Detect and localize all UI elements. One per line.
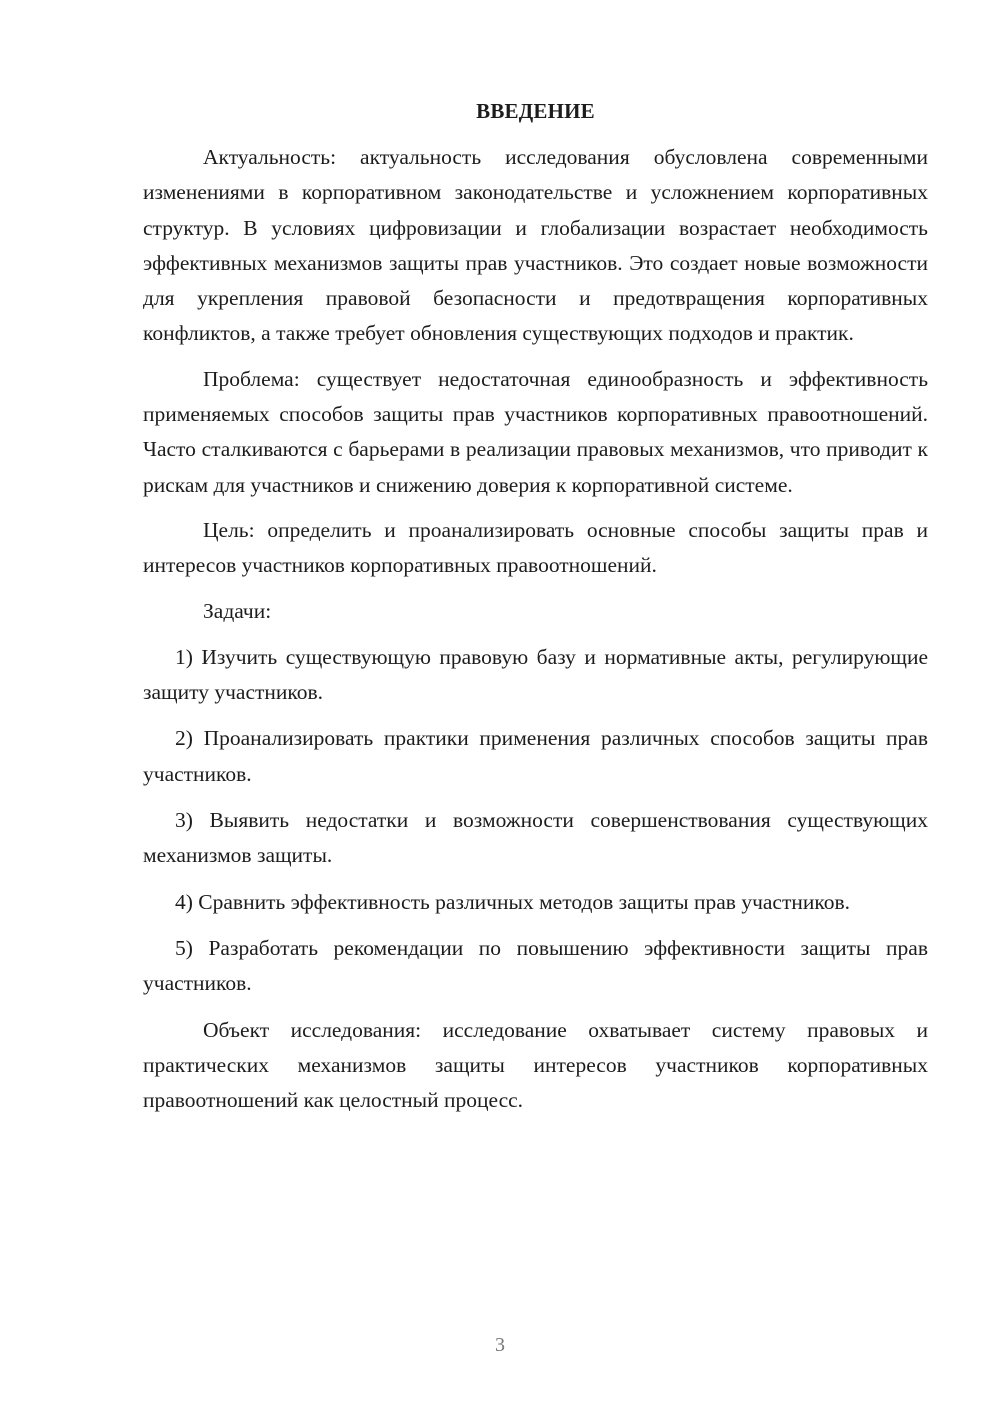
paragraph-tasks-heading: Задачи: [203,598,272,623]
task-item-1: 1) Изучить существующую правовую базу и нормативные акты, регулирующие защиту участников. [143,644,928,705]
paragraph-goal: Цель: определить и проанализировать основные способы защиты прав и интересов участников корпоративных правоотношений. [143,517,928,578]
page-number: 3 [495,1334,505,1356]
paragraph-relevance: Актуальность: актуальность исследования обусловлена современными изменениями в корпоративном законодательстве и усложнением корпоративных структур. В условиях цифровизации и глобализации возрастает необходимость эффективных механизмов защиты прав участников. Это создает новые возможности для укрепления правовой безопасности и предотвращения корпоративных конфликтов, а также требует обновления существующих подходов и практик. [143,145,928,346]
paragraph-problem: Проблема: существует недостаточная единообразность и эффективность применяемых способов защиты прав участников корпоративных правоотношений. Часто сталкиваются с барьерами в реализации правовых механизмов, что приводит к рискам для участников и снижению доверия к корпоративной системе. [143,366,928,497]
task-item-4: 4) Сравнить эффективность различных методов защиты прав участников. [175,889,851,914]
task-item-2: 2) Проанализировать практики применения различных способов защиты прав участников. [143,726,928,786]
task-item-5: 5) Разработать рекомендации по повышению эффективности защиты прав участников. [143,935,928,996]
paragraph-object: Объект исследования: исследование охватывает систему правовых и практических механизмов защиты интересов участников корпоративных правоотношений как целостный процесс. [143,1017,928,1113]
page-content [143,96,928,1118]
task-item-3: 3) Выявить недостатки и возможности совершенствования существующих механизмов защиты. [143,808,928,868]
section-title: ВВЕДЕНИЕ [476,99,595,123]
